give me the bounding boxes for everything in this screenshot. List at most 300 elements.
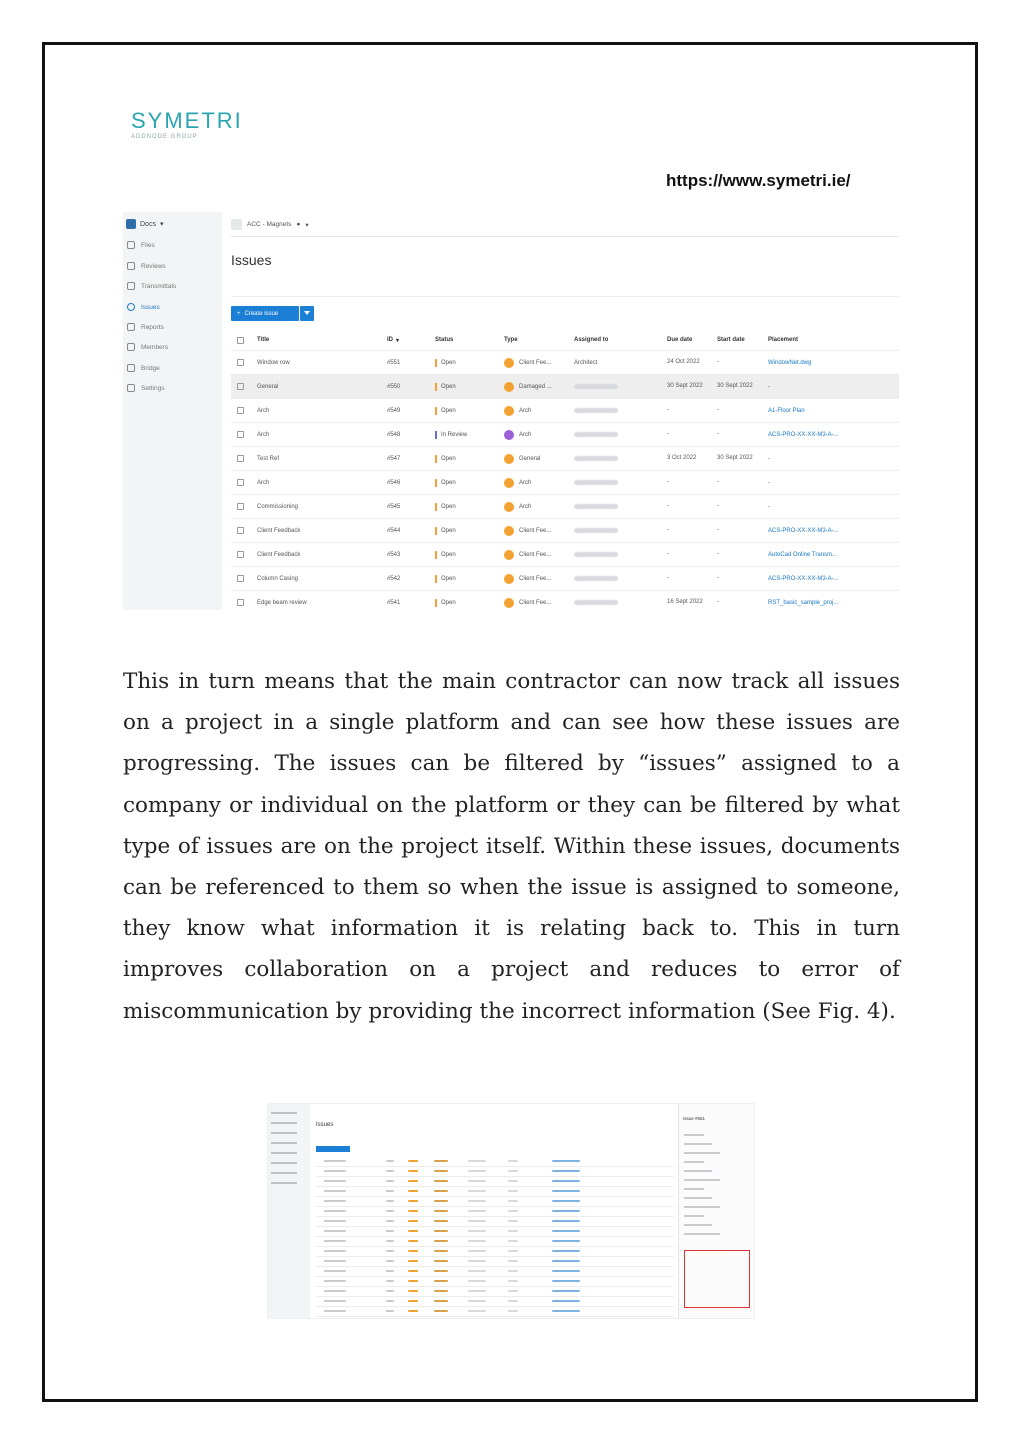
docs-icon [126,219,136,229]
thumbnail-cell [386,1260,394,1262]
issue-id: #547 [387,455,401,462]
sidebar [123,212,222,610]
row-checkbox[interactable] [237,455,244,462]
row-checkbox[interactable] [237,551,244,558]
thumbnail-panel-line [684,1215,704,1217]
thumbnail-cell [408,1230,418,1232]
thumbnail-cell [552,1240,580,1242]
thumbnail-cell [468,1200,486,1202]
thumbnail-cell [552,1290,580,1292]
thumbnail-cell [552,1220,580,1222]
thumbnail-row-divider [316,1316,674,1317]
thumbnail-cell [324,1210,346,1212]
thumbnail-cell [434,1260,448,1262]
thumbnail-create-button [316,1146,350,1152]
placement-link[interactable]: ACS-PRO-XX-XX-M3-A-... [768,527,839,534]
issue-type-icon [504,406,514,416]
sidebar-item-label: Bridge [141,364,160,372]
redacted-name [574,432,618,437]
thumbnail-cell [508,1250,518,1252]
thumbnail-cell [324,1250,346,1252]
issue-type: Arch [504,471,531,494]
thumbnail-row-divider [316,1276,674,1277]
divider [231,296,899,297]
thumbnail-cell [552,1270,580,1272]
status-badge: Open [435,351,456,374]
thumbnail-cell [552,1230,580,1232]
issue-type-icon [504,382,514,392]
thumbnail-cell [434,1270,448,1272]
thumbnail-cell [408,1300,418,1302]
thumbnail-cell [324,1310,346,1312]
thumbnail-cell [434,1250,448,1252]
issue-title[interactable]: Commissioning [257,503,299,510]
row-checkbox[interactable] [237,503,244,510]
thumbnail-cell [324,1290,346,1292]
table-header [231,330,899,351]
thumbnail-row-divider [316,1266,674,1267]
thumbnail-cell [324,1240,346,1242]
due-date: - [667,431,669,437]
thumbnail-cell [468,1190,486,1192]
create-issue-dropdown[interactable] [300,306,314,321]
issue-title[interactable]: Arch [257,431,270,438]
assigned-to [574,495,618,518]
project-icon [231,219,242,230]
issue-title[interactable]: Client Feedback [257,551,301,558]
status-indicator-icon [435,431,437,439]
thumbnail-cell [552,1280,580,1282]
thumbnail-cell [508,1180,518,1182]
redacted-name [574,408,618,413]
due-date: 16 Sept 2022 [667,599,703,605]
assigned-to [574,567,618,590]
thumbnail-sidebar-item [271,1132,297,1134]
col-type[interactable]: Type [504,337,518,343]
thumbnail-cell [508,1170,518,1172]
thumbnail-cell [468,1240,486,1242]
issue-id: #546 [387,479,401,486]
sidebar-header[interactable] [126,219,163,229]
thumbnail-cell [408,1270,418,1272]
thumbnail-cell [324,1200,346,1202]
col-id[interactable]: ID ▾ [387,337,400,344]
row-checkbox[interactable] [237,431,244,438]
start-date: 30 Sept 2022 [717,383,753,389]
table-row[interactable] [231,471,899,495]
thumbnail-cell [508,1240,518,1242]
thumbnail-cell [434,1200,448,1202]
status-badge: Open [435,399,456,422]
thumbnail-cell [552,1300,580,1302]
thumbnail-cell [552,1250,580,1252]
reports-icon [127,323,135,331]
status-badge: Open [435,519,456,542]
create-issue-label: Create issue [244,310,279,317]
sidebar-item-label: Reviews [141,262,166,270]
placement-link[interactable]: ACS-PRO-XX-XX-M3-A-... [768,431,839,438]
placement-link[interactable]: WindowNet.dwg [768,359,812,366]
issue-title[interactable]: Arch [257,407,270,414]
thumbnail-cell [434,1240,448,1242]
start-date: - [717,479,719,485]
sidebar-item-bridge[interactable] [127,364,160,372]
col-placement[interactable]: Placement [768,337,799,343]
status-badge: Open [435,567,456,590]
thumbnail-cell [508,1220,518,1222]
thumbnail-cell [386,1190,394,1192]
thumbnail-cell [434,1160,448,1162]
sidebar-item-reviews[interactable] [127,262,166,270]
col-title[interactable]: Title [257,337,270,343]
page-title: Issues [231,252,272,268]
start-date: - [717,551,719,557]
redacted-name [574,552,618,557]
issue-panel-title: Issue #551 [683,1116,706,1121]
thumbnail-cell [386,1250,394,1252]
thumbnail-cell [468,1230,486,1232]
assigned-to [574,399,618,422]
issue-detail-panel [678,1104,755,1319]
thumbnail-cell [386,1200,394,1202]
issue-title[interactable]: Test Ref [257,455,280,462]
issue-type: Client Fee... [504,567,551,590]
issue-id: #544 [387,527,401,534]
placement-link[interactable]: - [768,479,770,486]
thumbnail-sidebar-item [271,1172,297,1174]
due-date: - [667,551,669,557]
issue-type-icon [504,526,514,536]
due-date: 24 Oct 2022 [667,359,700,365]
issue-id: #542 [387,575,401,582]
logo-name: SYMETRI [131,108,243,133]
thumbnail-cell [408,1280,418,1282]
thumbnail-cell [324,1180,346,1182]
due-date: 3 Oct 2022 [667,455,697,461]
thumbnail-cell [386,1310,394,1312]
start-date: - [717,431,719,437]
placement-link[interactable]: AutoCad Online Transm... [768,551,838,558]
chevron-down-icon: ▾ [159,221,164,228]
thumbnail-cell [386,1290,394,1292]
thumbnail-cell [386,1160,394,1162]
thumbnail-cell [408,1240,418,1242]
sidebar-item-label: Files [141,241,155,249]
thumbnail-cell [386,1230,394,1232]
thumbnail-cell [434,1300,448,1302]
thumbnail-row-divider [316,1286,674,1287]
thumbnail-row-divider [316,1216,674,1217]
sidebar-item-label: Reports [141,323,164,331]
due-date: - [667,527,669,533]
thumbnail-cell [324,1280,346,1282]
thumbnail-cell [508,1230,518,1232]
status-indicator-icon [435,503,437,511]
issue-title[interactable]: Window row [257,359,290,366]
status-indicator-icon [435,407,437,415]
thumbnail-cell [408,1170,418,1172]
thumbnail-cell [324,1270,346,1272]
thumbnail-row-divider [316,1226,674,1227]
thumbnail-cell [508,1210,518,1212]
thumbnail-cell [552,1200,580,1202]
create-issue-button[interactable] [231,306,299,321]
table-row[interactable] [231,351,899,375]
breadcrumb-label: ACC - Magnets [247,221,292,228]
status-indicator-icon [435,383,437,391]
thumbnail-panel-line [684,1161,704,1163]
thumbnail-cell [434,1170,448,1172]
table-row[interactable] [231,399,899,423]
thumbnail-cell [468,1250,486,1252]
issue-id: #545 [387,503,401,510]
table-row[interactable] [231,423,899,447]
files-icon [127,241,135,249]
body-paragraph: This in turn means that the main contractor can now track all issues on a project in a single platform and can see how these issues are progressing. The issues can be filtered by “issues” assigned to a company or individual on the platform or they can be filtered by what type of issues are on the project itself. Within these issues, documents can be referenced to them so when the issue is assigned to someone, they know what information it is relating back to. This in turn improves collaboration on a project and reduces to error of miscommunication by providing the incorrect information (See Fig. 4). [123,669,900,1024]
symetri-logo [131,110,243,140]
thumbnail-row-divider [316,1296,674,1297]
status-indicator-icon [435,455,437,463]
issue-title[interactable]: Edge beam review [257,599,307,606]
table-row[interactable] [231,375,899,399]
sidebar-item-label: Transmittals [141,282,177,290]
sidebar-item-files[interactable] [127,241,155,249]
sidebar-item-settings[interactable] [127,384,165,392]
members-icon [127,343,135,351]
issue-title[interactable]: General [257,383,279,390]
thumbnail-cell [552,1160,580,1162]
thumbnail-row-divider [316,1306,674,1307]
sidebar-header-label: Docs [140,220,156,228]
issue-title[interactable]: Arch [257,479,270,486]
thumbnail-cell [434,1220,448,1222]
plus-icon: + [237,310,241,317]
thumbnail-cell [508,1310,518,1312]
redacted-name [574,456,618,461]
website-link[interactable]: https://www.symetri.ie/ [666,171,851,190]
thumbnail-panel-line [684,1188,704,1190]
status-badge: Open [435,375,456,398]
thumbnail-sidebar-item [271,1112,297,1114]
redacted-name [574,528,618,533]
thumbnail-cell [408,1250,418,1252]
thumbnail-cell [408,1220,418,1222]
thumbnail-cell [408,1200,418,1202]
table-row[interactable] [231,567,899,591]
due-date: - [667,575,669,581]
thumbnail-cell [552,1180,580,1182]
issues-table [231,330,899,610]
issues-screenshot [123,212,899,610]
issue-type-icon [504,574,514,584]
status-badge: Open [435,591,456,610]
thumbnail-cell [324,1220,346,1222]
due-date: - [667,503,669,509]
table-row[interactable] [231,543,899,567]
sidebar-item-reports[interactable] [127,323,164,331]
issue-type: Damaged ... [504,375,552,398]
placement-link[interactable]: - [768,503,770,510]
issue-type: General [504,447,540,470]
thumbnail-cell [468,1310,486,1312]
col-status[interactable]: Status [435,337,454,343]
placement-link[interactable]: RST_basic_sample_proj... [768,599,839,606]
issue-type-icon [504,502,514,512]
issue-type: Client Fee... [504,543,551,566]
thumbnail-panel-line [684,1152,720,1154]
select-all-checkbox[interactable] [237,337,244,344]
globe-icon: ● [296,221,301,228]
assigned-to [574,591,618,610]
start-date: - [717,527,719,533]
thumbnail-cell [434,1310,448,1312]
thumbnail-panel-line [684,1206,720,1208]
issue-type: Arch [504,495,531,518]
table-row[interactable] [231,447,899,471]
thumbnail-cell [324,1190,346,1192]
sidebar-item-issues[interactable] [127,303,160,311]
assigned-to [574,471,618,494]
col-due[interactable]: Due date [667,337,693,343]
col-assigned[interactable]: Assigned to [574,337,609,343]
sidebar-item-label: Members [141,343,169,351]
sidebar-item-members[interactable] [127,343,168,351]
row-checkbox[interactable] [237,527,244,534]
issue-id: #543 [387,551,401,558]
thumbnail-cell [434,1210,448,1212]
assigned-to [574,423,618,446]
thumbnail-cell [386,1300,394,1302]
thumbnail-title: Issues [316,1122,334,1128]
thumbnail-cell [386,1220,394,1222]
thumbnail-cell [468,1260,486,1262]
thumbnail-cell [386,1270,394,1272]
col-start[interactable]: Start date [717,337,745,343]
issue-title[interactable]: Client Feedback [257,527,301,534]
issue-type-icon [504,478,514,488]
issue-id: #549 [387,407,401,414]
thumbnail-cell [552,1260,580,1262]
table-row[interactable] [231,495,899,519]
placement-link[interactable]: A1-Floor Plan [768,407,805,414]
thumbnail-panel-line [684,1179,720,1181]
redacted-name [574,504,618,509]
thumbnail-cell [508,1270,518,1272]
divider [231,236,899,237]
row-checkbox[interactable] [237,479,244,486]
table-row[interactable] [231,591,899,610]
transmittals-icon [127,282,135,290]
thumbnail-panel-line [684,1224,712,1226]
thumbnail-cell [468,1210,486,1212]
status-indicator-icon [435,479,437,487]
row-checkbox[interactable] [237,383,244,390]
thumbnail-cell [324,1170,346,1172]
start-date: - [717,575,719,581]
thumbnail-cell [408,1210,418,1212]
status-indicator-icon [435,527,437,535]
placement-link[interactable]: ACS-PRO-XX-XX-M3-A-... [768,575,839,582]
bridge-icon [127,364,135,372]
thumbnail-cell [386,1280,394,1282]
issue-type: Arch [504,423,531,446]
start-date: - [717,359,719,365]
thumbnail-cell [324,1230,346,1232]
due-date: - [667,407,669,413]
redacted-name [574,384,618,389]
thumbnail-cell [508,1260,518,1262]
thumbnail-cell [324,1260,346,1262]
placement-link[interactable]: - [768,455,770,462]
row-checkbox[interactable] [237,407,244,414]
thumbnail-row-divider [316,1196,674,1197]
status-badge: Open [435,543,456,566]
thumbnail-cell [408,1190,418,1192]
status-indicator-icon [435,359,437,367]
thumbnail-cell [434,1230,448,1232]
redacted-name [574,576,618,581]
redacted-name [574,600,618,605]
row-checkbox[interactable] [237,359,244,366]
thumbnail-cell [468,1170,486,1172]
thumbnail-panel-line [684,1143,712,1145]
issue-id: #548 [387,431,401,438]
row-checkbox[interactable] [237,575,244,582]
placement-link[interactable]: - [768,383,770,390]
thumbnail-row-divider [316,1246,674,1247]
assigned-to [574,519,618,542]
sidebar-item-label: Settings [141,384,165,392]
due-date: - [667,479,669,485]
start-date: - [717,599,719,605]
thumbnail-sidebar-item [271,1122,297,1124]
chevron-down-icon: ▾ [305,221,309,229]
sidebar-item-label: Issues [141,303,160,311]
thumbnail-cell [434,1180,448,1182]
references-highlight [684,1250,750,1308]
issue-type: Client Fee... [504,519,551,542]
status-badge: Open [435,447,456,470]
thumbnail-cell [552,1170,580,1172]
thumbnail-panel-line [684,1134,704,1136]
thumbnail-cell [408,1160,418,1162]
issue-id: #541 [387,599,401,606]
assigned-to [574,447,618,470]
thumbnail-panel-line [684,1170,712,1172]
table-row[interactable] [231,519,899,543]
thumbnail-row-divider [316,1176,674,1177]
thumbnail-row-divider [316,1256,674,1257]
thumbnail-cell [386,1170,394,1172]
thumbnail-cell [386,1180,394,1182]
status-indicator-icon [435,575,437,583]
thumbnail-cell [552,1190,580,1192]
sidebar-item-transmittals[interactable] [127,282,176,290]
issues-detail-screenshot [267,1103,755,1319]
issue-type-icon [504,358,514,368]
row-checkbox[interactable] [237,599,244,606]
start-date: - [717,503,719,509]
breadcrumb[interactable] [231,219,309,230]
issue-id: #550 [387,383,401,390]
thumbnail-cell [468,1270,486,1272]
issue-title[interactable]: Column Casing [257,575,299,582]
thumbnail-cell [408,1260,418,1262]
status-badge: Open [435,495,456,518]
status-badge: Open [435,471,456,494]
thumbnail-cell [434,1280,448,1282]
thumbnail-cell [508,1290,518,1292]
